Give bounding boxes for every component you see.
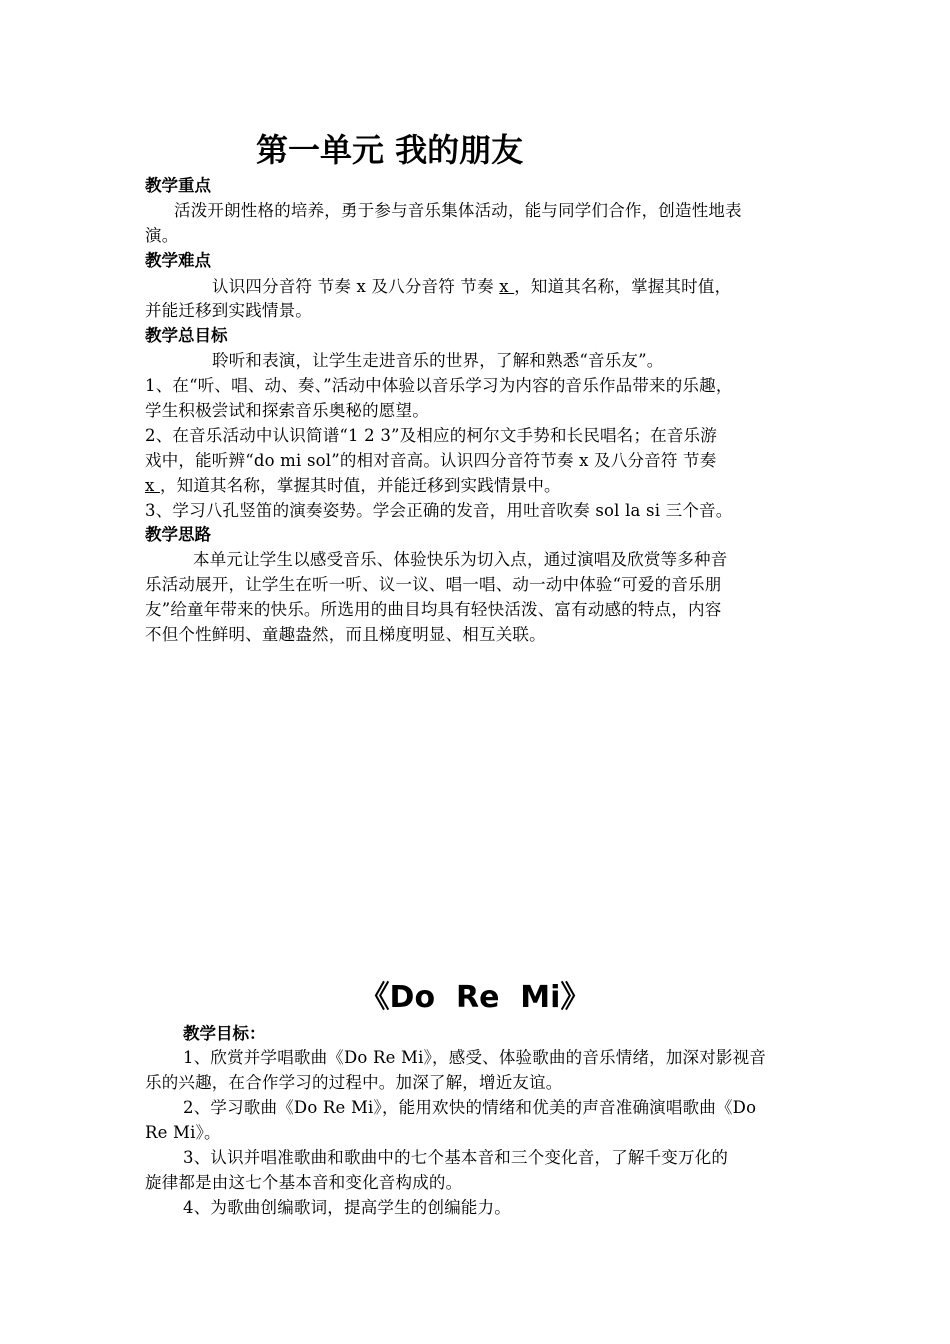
objective-line: Re Mi》。 bbox=[145, 1123, 221, 1142]
approach-line: 乐活动展开，让学生在听一听、议一议、唱一唱、动一动中体验“可爱的音乐朋 bbox=[145, 575, 722, 594]
goals-line: 学生积极尝试和探索音乐奥秘的愿望。 bbox=[145, 401, 429, 420]
goals-line: 聆听和表演，让学生走进音乐的世界，了解和熟悉“音乐友”。 bbox=[212, 351, 664, 370]
objective-line: 4、为歌曲创编歌词，提高学生的创编能力。 bbox=[183, 1198, 511, 1217]
difficulty-heading: 教学难点 bbox=[145, 251, 211, 270]
focus-line: 演。 bbox=[145, 226, 179, 245]
lesson-title: 《Do Re Mi》 bbox=[359, 980, 591, 1015]
approach-line: 不但个性鲜明、童趣盎然，而且梯度明显、相互关联。 bbox=[145, 625, 546, 644]
goals-heading: 教学总目标 bbox=[145, 326, 228, 345]
objective-line: 2、学习歌曲《Do Re Mi》，能用欢快的情绪和优美的声音准确演唱歌曲《Do bbox=[183, 1098, 757, 1117]
goals-line: 戏中，能听辨“do mi sol”的相对音高。认识四分音符节奏 x 及八分音符 节奏 bbox=[145, 451, 717, 470]
objective-line: 3、认识并唱准歌曲和歌曲中的七个基本音和三个变化音，了解千变万化的 bbox=[183, 1148, 729, 1167]
objective-line: 旋律都是由这七个基本音和变化音构成的。 bbox=[145, 1173, 463, 1192]
objectives-heading: 教学目标： bbox=[183, 1024, 266, 1043]
approach-line: 本单元让学生以感受音乐、体验快乐为切入点，通过演唱及欣赏等多种音 bbox=[193, 550, 728, 569]
difficulty-line: 并能迁移到实践情景。 bbox=[145, 301, 312, 320]
focus-line: 活泼开朗性格的培养，勇于参与音乐集体活动，能与同学们合作，创造性地表 bbox=[174, 201, 742, 220]
unit-title: 第一单元 我的朋友 bbox=[256, 131, 524, 169]
focus-heading: 教学重点 bbox=[145, 176, 211, 195]
goals-line: 2、在音乐活动中认识简谱“1 2 3”及相应的柯尔文手势和长民唱名；在音乐游 bbox=[145, 426, 717, 445]
eighth-note-rhythm: x bbox=[499, 277, 515, 296]
difficulty-text-a: 认识四分音符 节奏 x 及八分音符 节奏 bbox=[212, 277, 500, 296]
goals-line: 3、学习八孔竖笛的演奏姿势。学会正确的发音，用吐音吹奏 sol la si 三个音。 bbox=[145, 501, 733, 520]
goals-line bbox=[145, 475, 561, 497]
difficulty-text-b: ，知道其名称，掌握其时值， bbox=[514, 277, 732, 296]
eighth-note-rhythm: x bbox=[145, 476, 160, 495]
approach-line: 友”给童年带来的快乐。所选用的曲目均具有轻快活泼、富有动感的特点，内容 bbox=[145, 600, 722, 619]
objective-line: 1、欣赏并学唱歌曲《Do Re Mi》，感受、体验歌曲的音乐情绪，加深对影视音 bbox=[183, 1048, 767, 1067]
approach-heading: 教学思路 bbox=[145, 525, 211, 544]
difficulty-line bbox=[212, 276, 731, 298]
goals-text: ，知道其名称，掌握其时值，并能迁移到实践情景中。 bbox=[159, 476, 561, 495]
objective-line: 乐的兴趣，在合作学习的过程中。加深了解，增近友谊。 bbox=[145, 1073, 563, 1092]
goals-line: 1、在“听、唱、动、奏、”活动中体验以音乐学习为内容的音乐作品带来的乐趣， bbox=[145, 376, 733, 395]
